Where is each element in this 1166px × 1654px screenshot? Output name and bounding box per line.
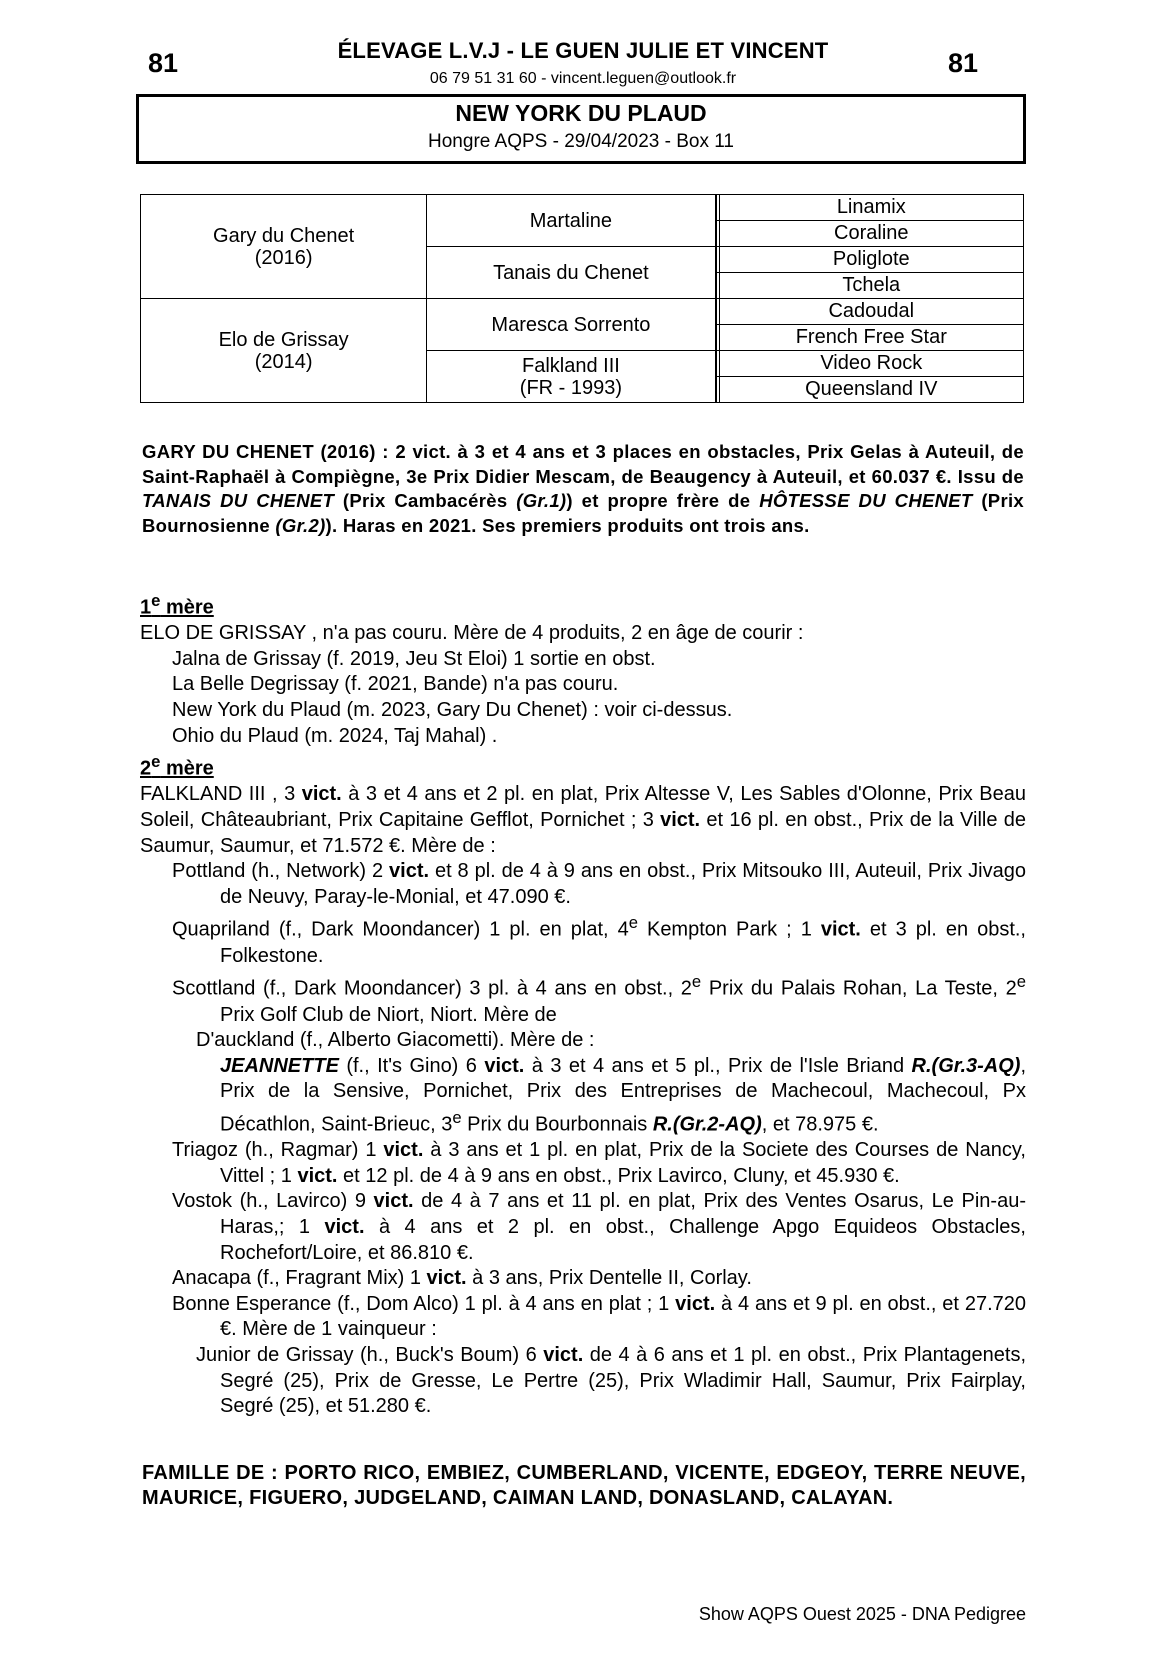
second-dam-intro: FALKLAND III , 3 vict. à 3 et 4 ans et 2 pl. en plat, Prix Altesse V, Les Sables d'Olonne, Prix Beau Soleil, Châteaubriant, Prix Capitaine Gefflot, Pornichet ; 3 vict. et 16 pl. en obst., Prix de la Ville de Saumur, Saumur, et 71.572 €. Mère de : bbox=[140, 783, 1026, 857]
g3-name: Tchela bbox=[716, 273, 1023, 298]
g3-name: French Free Star bbox=[716, 325, 1023, 350]
lot-number-right: 81 bbox=[947, 48, 978, 78]
pedigree-g3-cell bbox=[715, 221, 1023, 247]
pedigree-g3-cell bbox=[715, 377, 1023, 403]
produce-vostok: Vostok (h., Lavirco) 9 vict. de 4 à 7 ans et 11 pl. en plat, Prix des Ventes Osarus, Le Pin-au-Haras,; 1 vict. à 4 ans et 2 pl. en obst., Challenge Apgo Equideos Obstacles, Rochefort/Loire, et 86.810 €. bbox=[172, 1190, 1026, 1264]
produce-scottland: Scottland (f., Dark Moondancer) 3 pl. à 4 ans en obst., 2e Prix du Palais Rohan, La Teste, 2e Prix Golf Club de Niort, Niort. Mère de bbox=[172, 972, 1026, 1026]
footer-note: Show AQPS Ouest 2025 - DNA Pedigree bbox=[698, 1604, 1026, 1624]
pedigree-sire bbox=[141, 195, 427, 299]
produce-quapriland: Quapriland (f., Dark Moondancer) 1 pl. en plat, 4e Kempton Park ; 1 vict. et 3 pl. en obst., Folkestone. bbox=[172, 913, 1026, 967]
pedigree-g3-cell bbox=[715, 195, 1023, 221]
produce-jeannette: JEANNETTE (f., It's Gino) 6 vict. à 3 et 4 ans et 5 pl., Prix de l'Isle Briand R.(Gr.3-AQ), Prix de la Sensive, Pornichet, Prix des Entreprises de Machecoul, Machecoul, Px Décathlon, Saint-Brieuc, 3e Prix du Bourbonnais R.(Gr.2-AQ), et 78.975 €. bbox=[220, 1054, 1027, 1136]
breeder-contact: 06 79 51 31 60 - vincent.leguen@outlook.fr bbox=[429, 70, 737, 87]
first-dam-heading: 1e mère bbox=[140, 591, 214, 619]
dam-lines bbox=[140, 588, 1026, 1420]
lot-number-left: 81 bbox=[148, 48, 179, 78]
pedigree-dam-sire: Maresca Sorrento bbox=[427, 299, 715, 351]
family-list: FAMILLE DE : PORTO RICO, EMBIEZ, CUMBERLAND, VICENTE, EDGEOY, TERRE NEUVE, MAURICE, FIGUERO, JUDGELAND, CAIMAN LAND, DONASLAND, CALAYAN. bbox=[142, 1462, 1026, 1509]
sibling-name: HÔTESSE DU CHENET bbox=[759, 490, 973, 511]
pedigree-table bbox=[140, 194, 1024, 403]
g3-name: Cadoudal bbox=[716, 299, 1023, 324]
pedigree-dam bbox=[141, 299, 427, 403]
sire-name: Gary du Chenet bbox=[213, 224, 355, 247]
dam-year: (2014) bbox=[254, 350, 313, 373]
pedigree-dam-dam bbox=[427, 351, 715, 403]
pedigree-g3-cell bbox=[715, 273, 1023, 299]
produce-item: Ohio du Plaud (m. 2024, Taj Mahal) . bbox=[172, 724, 498, 747]
g3-name: Queensland IV bbox=[716, 377, 1023, 402]
pedigree-g3-cell bbox=[715, 325, 1023, 351]
produce-item: New York du Plaud (m. 2023, Gary Du Chenet) : voir ci-dessus. bbox=[172, 699, 733, 722]
horse-name-box bbox=[136, 94, 1026, 164]
horse-name: NEW YORK DU PLAUD bbox=[455, 100, 707, 126]
sire-dam-name: TANAIS DU CHENET bbox=[142, 490, 335, 511]
first-dam-intro: ELO DE GRISSAY , n'a pas couru. Mère de 4 produits, 2 en âge de courir : bbox=[140, 622, 804, 645]
horse-info: Hongre AQPS - 29/04/2023 - Box 11 bbox=[428, 131, 734, 152]
produce-triagoz: Triagoz (h., Ragmar) 1 vict. à 3 ans et 1 pl. en plat, Prix de la Societe des Courses de Nancy, Vittel ; 1 vict. et 12 pl. de 4 à 9 ans en obst., Prix Lavirco, Cluny, et 45.930 €. bbox=[172, 1139, 1026, 1187]
produce-item: La Belle Degrissay (f. 2021, Bande) n'a pas couru. bbox=[172, 673, 619, 696]
produce-anacapa: Anacapa (f., Fragrant Mix) 1 vict. à 3 ans, Prix Dentelle II, Corlay. bbox=[172, 1267, 752, 1290]
produce-junior-de-grissay: Junior de Grissay (h., Buck's Boum) 6 vict. de 4 à 6 ans et 1 pl. en obst., Prix Plantagenets, Segré (25), Prix de Gresse, Le Pertre (25), Prix Wladimir Hall, Saumur, Prix Fairplay, Segré (25), et 51.280 €. bbox=[196, 1343, 1027, 1418]
dam-name: Elo de Grissay bbox=[218, 328, 349, 351]
g3-name: Coraline bbox=[716, 221, 1023, 246]
produce-pottland: Pottland (h., Network) 2 vict. et 8 pl. de 4 à 9 ans en obst., Prix Mitsouko III, Auteuil, Prix Jivago de Neuvy, Paray-le-Monial, et 47.090 €. bbox=[172, 860, 1026, 908]
produce-item: Jalna de Grissay (f. 2019, Jeu St Eloi) 1 sortie en obst. bbox=[172, 647, 656, 670]
pedigree-g3-cell bbox=[715, 299, 1023, 325]
sire-year: (2016) bbox=[254, 246, 313, 269]
pedigree-g3-cell bbox=[715, 351, 1023, 377]
dam-dam-origin: (FR - 1993) bbox=[519, 376, 623, 399]
produce-bonne-esperance: Bonne Esperance (f., Dom Alco) 1 pl. à 4 ans en plat ; 1 vict. à 4 ans et 9 pl. en obst., et 27.720 €. Mère de 1 vainqueur : bbox=[172, 1292, 1027, 1341]
g3-name: Linamix bbox=[716, 195, 1023, 220]
g3-name: Poliglote bbox=[716, 247, 1023, 272]
sire-description: GARY DU CHENET (2016) : 2 vict. à 3 et 4 ans et 3 places en obstacles, Prix Gelas à Auteuil, de Saint-Raphaël à Compiègne, 3e Prix Didier Mescam, de Beaugency à Auteuil, et 60.037 €. Issu de TANAIS DU CHENET (Prix Cambacérès (Gr.1)) et propre frère de HÔTESSE DU CHENET (Prix Bournosienne (Gr.2)). Haras en 2021. Ses premiers produits ont trois ans. bbox=[142, 441, 1024, 536]
produce-dauckland: D'auckland (f., Alberto Giacometti). Mère de : bbox=[196, 1029, 595, 1052]
pedigree-g3-cell bbox=[715, 247, 1023, 273]
second-dam-heading: 2e mère bbox=[140, 752, 214, 780]
pedigree-sire-dam: Tanais du Chenet bbox=[427, 247, 715, 299]
g3-name: Video Rock bbox=[716, 351, 1023, 376]
dam-dam-name: Falkland III bbox=[521, 354, 620, 377]
breeder-title: ÉLEVAGE L.V.J - LE GUEN JULIE ET VINCENT bbox=[337, 38, 829, 63]
pedigree-sire-sire: Martaline bbox=[427, 195, 715, 247]
